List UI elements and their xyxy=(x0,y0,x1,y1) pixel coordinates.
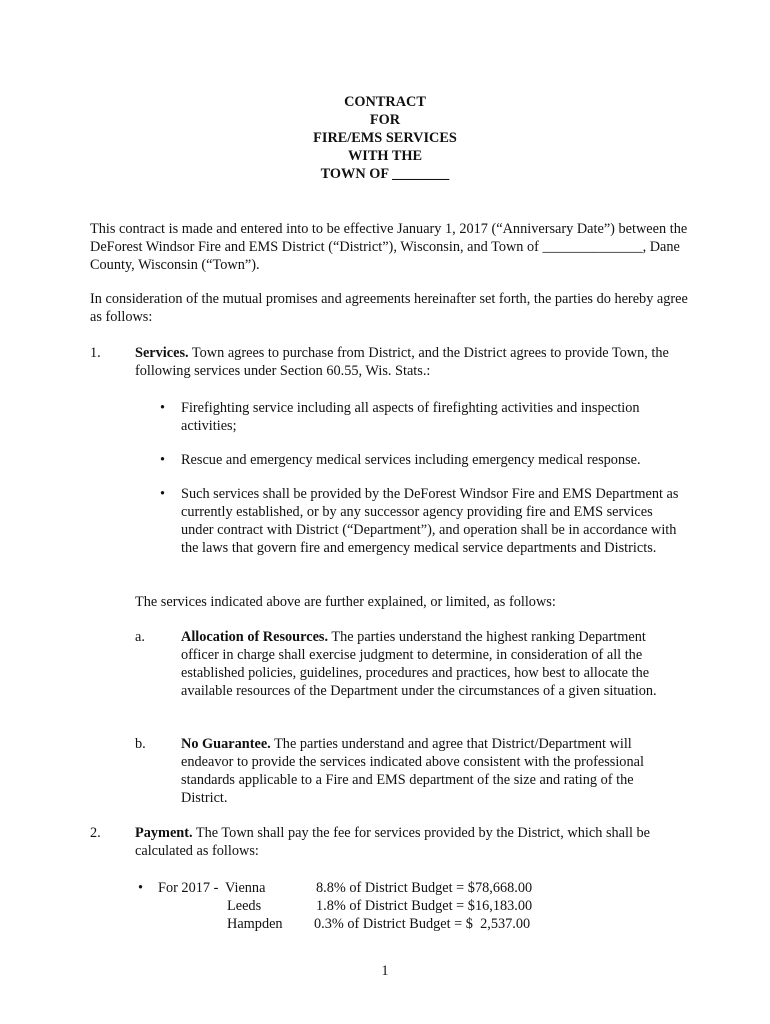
title-line: FOR xyxy=(369,112,401,128)
payment-town: Leeds xyxy=(227,898,262,914)
payment-town: Hampden xyxy=(227,916,283,932)
bullet-icon: • xyxy=(160,400,166,416)
further-explanation: The services indicated above are further explained, or limited, as follows: xyxy=(135,594,556,610)
title-line: FIRE/EMS SERVICES xyxy=(313,130,457,146)
payment-fee: 0.3% of District Budget = $ 2,537.00 xyxy=(314,916,531,932)
item-b-heading: No Guarantee. xyxy=(181,736,271,752)
item-a-paragraph xyxy=(181,628,681,700)
section-2-paragraph xyxy=(135,824,680,860)
intro-paragraph: This contract is made and entered into to be effective January 1, 2017 (“Anniversary Date”) between the DeForest Windsor Fire and EMS District (“District”), Wisconsin, and Town of ______________, Dane County, Wisconsin (“Town”). xyxy=(90,221,688,273)
payment-fee: 1.8% of District Budget = $16,183.00 xyxy=(316,898,533,914)
item-a-heading: Allocation of Resources. xyxy=(181,629,329,645)
item-a-text: The parties understand the highest ranking Department officer in charge shall exercise judgment to determine, in consideration of all the established policies, guidelines, procedures and practices, how best to allocate the available resources of the Department under the circumstances of a given situation. xyxy=(181,629,657,699)
contract-title xyxy=(0,93,770,183)
consideration-paragraph: In consideration of the mutual promises and agreements hereinafter set forth, the parties do hereby agree as follows: xyxy=(90,291,688,325)
bullet-icon: • xyxy=(160,486,166,502)
payment-fee: 8.8% of District Budget = $78,668.00 xyxy=(316,880,533,896)
section-2-text: The Town shall pay the fee for services provided by the District, which shall be calculated as follows: xyxy=(135,825,651,859)
list-item: Such services shall be provided by the DeForest Windsor Fire and EMS Department as currently established, or by any successor agency providing fire and EMS services under contract with District (“Department”), and operation shall be in accordance with the laws that govern fire and emergency medical service departments and Districts. xyxy=(181,486,679,556)
list-item: Rescue and emergency medical services including emergency medical response. xyxy=(181,452,641,468)
section-1-heading: Services. xyxy=(135,345,189,361)
payment-year-label: For 2017 - xyxy=(158,880,219,896)
section-1-number: 1. xyxy=(90,345,101,361)
section-1-text: Town agrees to purchase from District, and the District agrees to provide Town, the following services under Section 60.55, Wis. Stats.: xyxy=(135,345,669,379)
title-line: CONTRACT xyxy=(344,94,426,110)
item-b-text: The parties understand and agree that District/Department will endeavor to provide the services indicated above consistent with the professional standards applicable to a Fire and EMS department of the size and rating of the District. xyxy=(181,736,644,806)
payment-row xyxy=(135,897,695,915)
title-line: WITH THE xyxy=(347,148,423,164)
item-a-letter: a. xyxy=(135,629,145,645)
bullet-icon: • xyxy=(160,452,166,468)
section-2-number: 2. xyxy=(90,825,101,841)
item-b-letter: b. xyxy=(135,736,146,752)
item-b-paragraph xyxy=(181,735,681,807)
list-item: Firefighting service including all aspects of firefighting activities and inspection activities; xyxy=(181,400,640,434)
section-2-heading: Payment. xyxy=(135,825,193,841)
payment-row xyxy=(135,879,695,897)
section-1-paragraph xyxy=(135,344,680,380)
title-line: TOWN OF ________ xyxy=(320,166,450,182)
payment-town: Vienna xyxy=(225,880,266,896)
bullet-icon: • xyxy=(138,880,144,896)
payment-row xyxy=(135,915,695,933)
page-number: 1 xyxy=(381,963,389,979)
